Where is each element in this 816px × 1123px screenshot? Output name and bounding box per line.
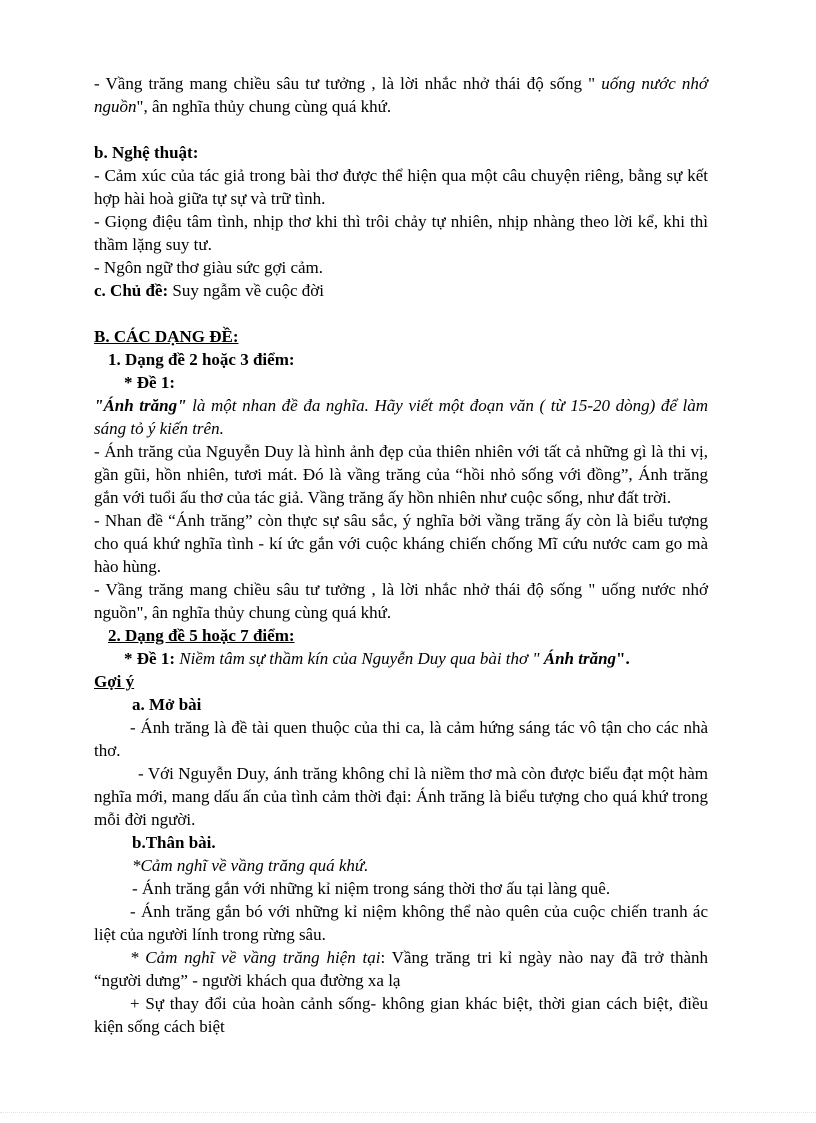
reflection-present	[94, 946, 708, 992]
type2-heading: 2. Dạng đề 5 hoặc 7 điểm:	[108, 626, 295, 645]
body-point-1: - Ánh trăng gắn với những kỉ niệm trong sáng thời thơ ấu tại làng quê.	[132, 879, 611, 898]
intro-heading: a. Mở bài	[132, 695, 202, 714]
page-bottom-divider	[0, 1112, 816, 1113]
type1-heading: 1. Dạng đề 2 hoặc 3 điểm:	[108, 350, 295, 369]
section-b-heading: B. CÁC DẠNG ĐỀ:	[94, 327, 239, 346]
italic-phrase: uống nước nhớ nguồn	[94, 74, 709, 116]
text: ", ân nghĩa thủy chung cùng quá khứ.	[136, 97, 392, 116]
de2-label: * Đề 1:	[124, 649, 175, 668]
theme-label: c. Chủ đề:	[94, 281, 169, 300]
reflection-present-text: : Vầng trăng tri kỉ ngày nào nay đã trở thành “người dưng” - người khách qua đường xa lạ	[94, 948, 709, 990]
de2-text: Niềm tâm sự thầm kín của Nguyễn Duy qua bài thơ "	[174, 649, 544, 668]
text: - Vầng trăng mang chiều sâu tư tưởng , là lời nhắc nhở thái độ sống "	[94, 74, 602, 93]
answer-2: - Nhan đề “Ánh trăng” còn thực sự sâu sắc, ý nghĩa bởi vầng trăng ấy còn là biểu tượng cho quá khứ nghĩa tình - kí ức gắn với cuộc kháng chiến chống Mĩ cứu nước cam go mà hào hùng.	[94, 511, 708, 576]
body-heading: b.Thân bài.	[132, 833, 216, 852]
paragraph-moon-thought	[94, 72, 708, 118]
de1-title: "Ánh trăng"	[94, 396, 187, 415]
body-point-2: - Ánh trăng gắn bó với những kỉ niệm không thể nào quên của cuộc chiến tranh ác liệt của người lính trong rừng sâu.	[94, 902, 708, 944]
answer-1: - Ánh trăng của Nguyễn Duy là hình ảnh đẹp của thiên nhiên với tất cả những gì là thi vị, gần gũi, hồn nhiên, tươi mát. Đó là vầng trăng của “hồi nhỏ sống với đồng”, Ánh trăng gắn với tuổi ấu thơ của tác giả. Vầng trăng ấy hồn nhiên như cuộc sống, như đất trời.	[94, 442, 708, 507]
heading-art: b. Nghệ thuật:	[94, 143, 199, 162]
document-page	[94, 72, 708, 1038]
intro-point-2: - Với Nguyễn Duy, ánh trăng không chỉ là niềm thơ mà còn được biểu đạt một hàm nghĩa mới, mang dấu ấn của tình cảm thời đại: Ánh trăng là biểu tượng cho quá khứ trong mỗi đời người.	[94, 764, 708, 829]
de2-end: ".	[616, 649, 630, 668]
answer-3: - Vầng trăng mang chiều sâu tư tưởng , là lời nhắc nhở thái độ sống " uống nước nhớ nguồn", ân nghĩa thủy chung cùng quá khứ.	[94, 580, 708, 622]
de1-label: * Đề 1:	[124, 373, 175, 392]
theme-text: Suy ngẫm về cuộc đời	[168, 281, 324, 300]
art-point-2: - Giọng điệu tâm tình, nhịp thơ khi thì trôi chảy tự nhiên, nhịp nhàng theo lời kể, khi thì thầm lặng suy tư.	[94, 212, 708, 254]
de2-line	[94, 647, 708, 670]
de1-prompt	[94, 394, 708, 440]
hint-heading: Gợi ý	[94, 672, 135, 691]
de2-title: Ánh trăng	[543, 649, 617, 668]
body-point-3: + Sự thay đổi của hoàn cảnh sống- không gian khác biệt, thời gian cách biệt, điều kiện sống cách biệt	[94, 994, 708, 1036]
reflection-present-label: * Cảm nghĩ về vầng trăng hiện tại	[130, 948, 381, 967]
de1-rest: là một nhan đề đa nghĩa. Hãy viết một đoạn văn ( từ 15-20 dòng) để làm sáng tỏ ý kiến trên.	[94, 396, 709, 438]
intro-point-1: - Ánh trăng là đề tài quen thuộc của thi ca, là cảm hứng sáng tác vô tận cho các nhà thơ.	[94, 718, 708, 760]
art-point-1: - Cảm xúc của tác giả trong bài thơ được thể hiện qua một câu chuyện riêng, bằng sự kết hợp hài hoà giữa tự sự và trữ tình.	[94, 166, 708, 208]
reflection-past-heading: *Cảm nghĩ về vầng trăng quá khứ.	[132, 856, 369, 875]
theme-line	[94, 279, 708, 302]
art-point-3: - Ngôn ngữ thơ giàu sức gợi cảm.	[94, 258, 324, 277]
